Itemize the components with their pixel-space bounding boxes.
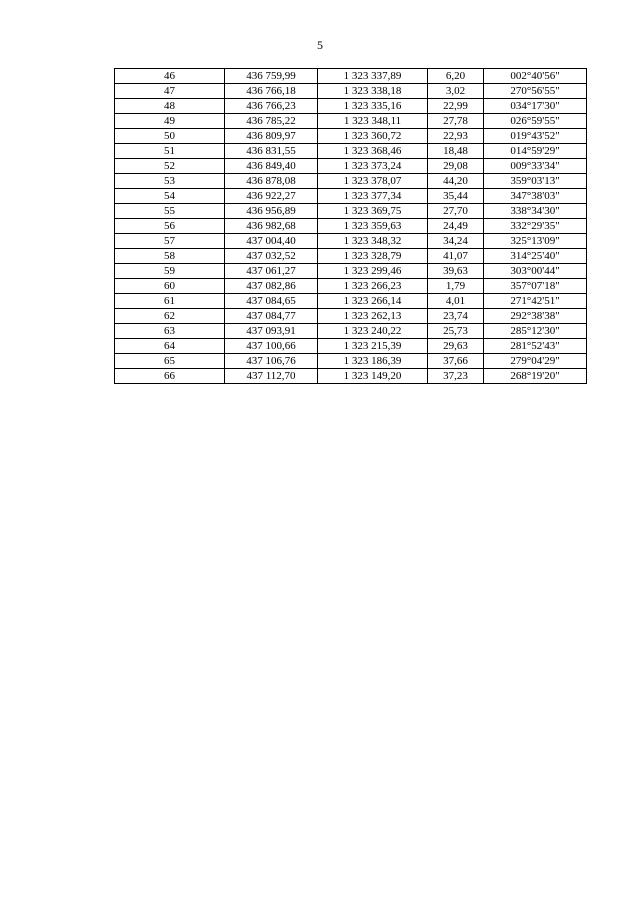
y-coordinate-cell: 1 323 368,46 bbox=[318, 144, 428, 159]
point-number-cell: 53 bbox=[115, 174, 225, 189]
point-number-cell: 64 bbox=[115, 339, 225, 354]
bearing-cell: 271°42'51" bbox=[484, 294, 587, 309]
x-coordinate-cell: 436 878,08 bbox=[225, 174, 318, 189]
distance-cell: 41,07 bbox=[428, 249, 484, 264]
distance-cell: 23,74 bbox=[428, 309, 484, 324]
table-row bbox=[115, 324, 587, 339]
table-row bbox=[115, 354, 587, 369]
point-number-cell: 50 bbox=[115, 129, 225, 144]
point-number-cell: 63 bbox=[115, 324, 225, 339]
table-row bbox=[115, 264, 587, 279]
y-coordinate-cell: 1 323 186,39 bbox=[318, 354, 428, 369]
bearing-cell: 009°33'34" bbox=[484, 159, 587, 174]
bearing-cell: 014°59'29" bbox=[484, 144, 587, 159]
point-number-cell: 47 bbox=[115, 84, 225, 99]
bearing-cell: 357°07'18" bbox=[484, 279, 587, 294]
distance-cell: 18,48 bbox=[428, 144, 484, 159]
x-coordinate-cell: 436 785,22 bbox=[225, 114, 318, 129]
bearing-cell: 034°17'30" bbox=[484, 99, 587, 114]
x-coordinate-cell: 437 106,76 bbox=[225, 354, 318, 369]
distance-cell: 29,08 bbox=[428, 159, 484, 174]
point-number-cell: 52 bbox=[115, 159, 225, 174]
x-coordinate-cell: 437 061,27 bbox=[225, 264, 318, 279]
table-row bbox=[115, 204, 587, 219]
x-coordinate-cell: 436 982,68 bbox=[225, 219, 318, 234]
point-number-cell: 48 bbox=[115, 99, 225, 114]
bearing-cell: 332°29'35" bbox=[484, 219, 587, 234]
coordinates-table bbox=[114, 68, 587, 384]
table-row bbox=[115, 189, 587, 204]
y-coordinate-cell: 1 323 328,79 bbox=[318, 249, 428, 264]
bearing-cell: 026°59'55" bbox=[484, 114, 587, 129]
distance-cell: 22,93 bbox=[428, 129, 484, 144]
bearing-cell: 303°00'44" bbox=[484, 264, 587, 279]
bearing-cell: 281°52'43" bbox=[484, 339, 587, 354]
x-coordinate-cell: 437 112,70 bbox=[225, 369, 318, 384]
y-coordinate-cell: 1 323 378,07 bbox=[318, 174, 428, 189]
bearing-cell: 270°56'55" bbox=[484, 84, 587, 99]
x-coordinate-cell: 436 956,89 bbox=[225, 204, 318, 219]
point-number-cell: 66 bbox=[115, 369, 225, 384]
x-coordinate-cell: 437 084,77 bbox=[225, 309, 318, 324]
y-coordinate-cell: 1 323 335,16 bbox=[318, 99, 428, 114]
y-coordinate-cell: 1 323 266,23 bbox=[318, 279, 428, 294]
bearing-cell: 279°04'29" bbox=[484, 354, 587, 369]
distance-cell: 37,23 bbox=[428, 369, 484, 384]
y-coordinate-cell: 1 323 377,34 bbox=[318, 189, 428, 204]
bearing-cell: 268°19'20" bbox=[484, 369, 587, 384]
bearing-cell: 347°38'03" bbox=[484, 189, 587, 204]
bearing-cell: 325°13'09" bbox=[484, 234, 587, 249]
point-number-cell: 49 bbox=[115, 114, 225, 129]
bearing-cell: 338°34'30" bbox=[484, 204, 587, 219]
distance-cell: 22,99 bbox=[428, 99, 484, 114]
bearing-cell: 359°03'13" bbox=[484, 174, 587, 189]
distance-cell: 27,70 bbox=[428, 204, 484, 219]
x-coordinate-cell: 436 831,55 bbox=[225, 144, 318, 159]
point-number-cell: 58 bbox=[115, 249, 225, 264]
point-number-cell: 59 bbox=[115, 264, 225, 279]
y-coordinate-cell: 1 323 360,72 bbox=[318, 129, 428, 144]
distance-cell: 39,63 bbox=[428, 264, 484, 279]
table-row bbox=[115, 234, 587, 249]
table-row bbox=[115, 339, 587, 354]
x-coordinate-cell: 436 849,40 bbox=[225, 159, 318, 174]
point-number-cell: 55 bbox=[115, 204, 225, 219]
x-coordinate-cell: 436 766,18 bbox=[225, 84, 318, 99]
y-coordinate-cell: 1 323 299,46 bbox=[318, 264, 428, 279]
x-coordinate-cell: 436 759,99 bbox=[225, 69, 318, 84]
bearing-cell: 292°38'38" bbox=[484, 309, 587, 324]
x-coordinate-cell: 436 922,27 bbox=[225, 189, 318, 204]
table-row bbox=[115, 174, 587, 189]
table-row bbox=[115, 219, 587, 234]
point-number-cell: 56 bbox=[115, 219, 225, 234]
y-coordinate-cell: 1 323 369,75 bbox=[318, 204, 428, 219]
table-row bbox=[115, 144, 587, 159]
y-coordinate-cell: 1 323 337,89 bbox=[318, 69, 428, 84]
distance-cell: 4,01 bbox=[428, 294, 484, 309]
table-row bbox=[115, 369, 587, 384]
bearing-cell: 314°25'40" bbox=[484, 249, 587, 264]
y-coordinate-cell: 1 323 149,20 bbox=[318, 369, 428, 384]
table-row bbox=[115, 69, 587, 84]
table-row bbox=[115, 249, 587, 264]
table-row bbox=[115, 129, 587, 144]
point-number-cell: 57 bbox=[115, 234, 225, 249]
table-row bbox=[115, 279, 587, 294]
distance-cell: 27,78 bbox=[428, 114, 484, 129]
distance-cell: 1,79 bbox=[428, 279, 484, 294]
x-coordinate-cell: 437 032,52 bbox=[225, 249, 318, 264]
bearing-cell: 285°12'30" bbox=[484, 324, 587, 339]
distance-cell: 6,20 bbox=[428, 69, 484, 84]
y-coordinate-cell: 1 323 215,39 bbox=[318, 339, 428, 354]
point-number-cell: 46 bbox=[115, 69, 225, 84]
page-number: 5 bbox=[317, 38, 323, 52]
coordinates-table-body bbox=[115, 69, 587, 384]
distance-cell: 34,24 bbox=[428, 234, 484, 249]
point-number-cell: 51 bbox=[115, 144, 225, 159]
distance-cell: 24,49 bbox=[428, 219, 484, 234]
y-coordinate-cell: 1 323 348,11 bbox=[318, 114, 428, 129]
x-coordinate-cell: 437 100,66 bbox=[225, 339, 318, 354]
distance-cell: 3,02 bbox=[428, 84, 484, 99]
x-coordinate-cell: 436 809,97 bbox=[225, 129, 318, 144]
x-coordinate-cell: 437 093,91 bbox=[225, 324, 318, 339]
distance-cell: 25,73 bbox=[428, 324, 484, 339]
x-coordinate-cell: 437 004,40 bbox=[225, 234, 318, 249]
y-coordinate-cell: 1 323 262,13 bbox=[318, 309, 428, 324]
table-row bbox=[115, 84, 587, 99]
table-row bbox=[115, 114, 587, 129]
point-number-cell: 65 bbox=[115, 354, 225, 369]
distance-cell: 37,66 bbox=[428, 354, 484, 369]
point-number-cell: 60 bbox=[115, 279, 225, 294]
point-number-cell: 62 bbox=[115, 309, 225, 324]
x-coordinate-cell: 437 084,65 bbox=[225, 294, 318, 309]
y-coordinate-cell: 1 323 240,22 bbox=[318, 324, 428, 339]
x-coordinate-cell: 436 766,23 bbox=[225, 99, 318, 114]
table-row bbox=[115, 99, 587, 114]
bearing-cell: 019°43'52" bbox=[484, 129, 587, 144]
point-number-cell: 61 bbox=[115, 294, 225, 309]
y-coordinate-cell: 1 323 266,14 bbox=[318, 294, 428, 309]
y-coordinate-cell: 1 323 359,63 bbox=[318, 219, 428, 234]
y-coordinate-cell: 1 323 348,32 bbox=[318, 234, 428, 249]
point-number-cell: 54 bbox=[115, 189, 225, 204]
x-coordinate-cell: 437 082,86 bbox=[225, 279, 318, 294]
table-row bbox=[115, 294, 587, 309]
y-coordinate-cell: 1 323 338,18 bbox=[318, 84, 428, 99]
y-coordinate-cell: 1 323 373,24 bbox=[318, 159, 428, 174]
distance-cell: 29,63 bbox=[428, 339, 484, 354]
table-row bbox=[115, 309, 587, 324]
bearing-cell: 002°40'56" bbox=[484, 69, 587, 84]
table-row bbox=[115, 159, 587, 174]
distance-cell: 44,20 bbox=[428, 174, 484, 189]
distance-cell: 35,44 bbox=[428, 189, 484, 204]
